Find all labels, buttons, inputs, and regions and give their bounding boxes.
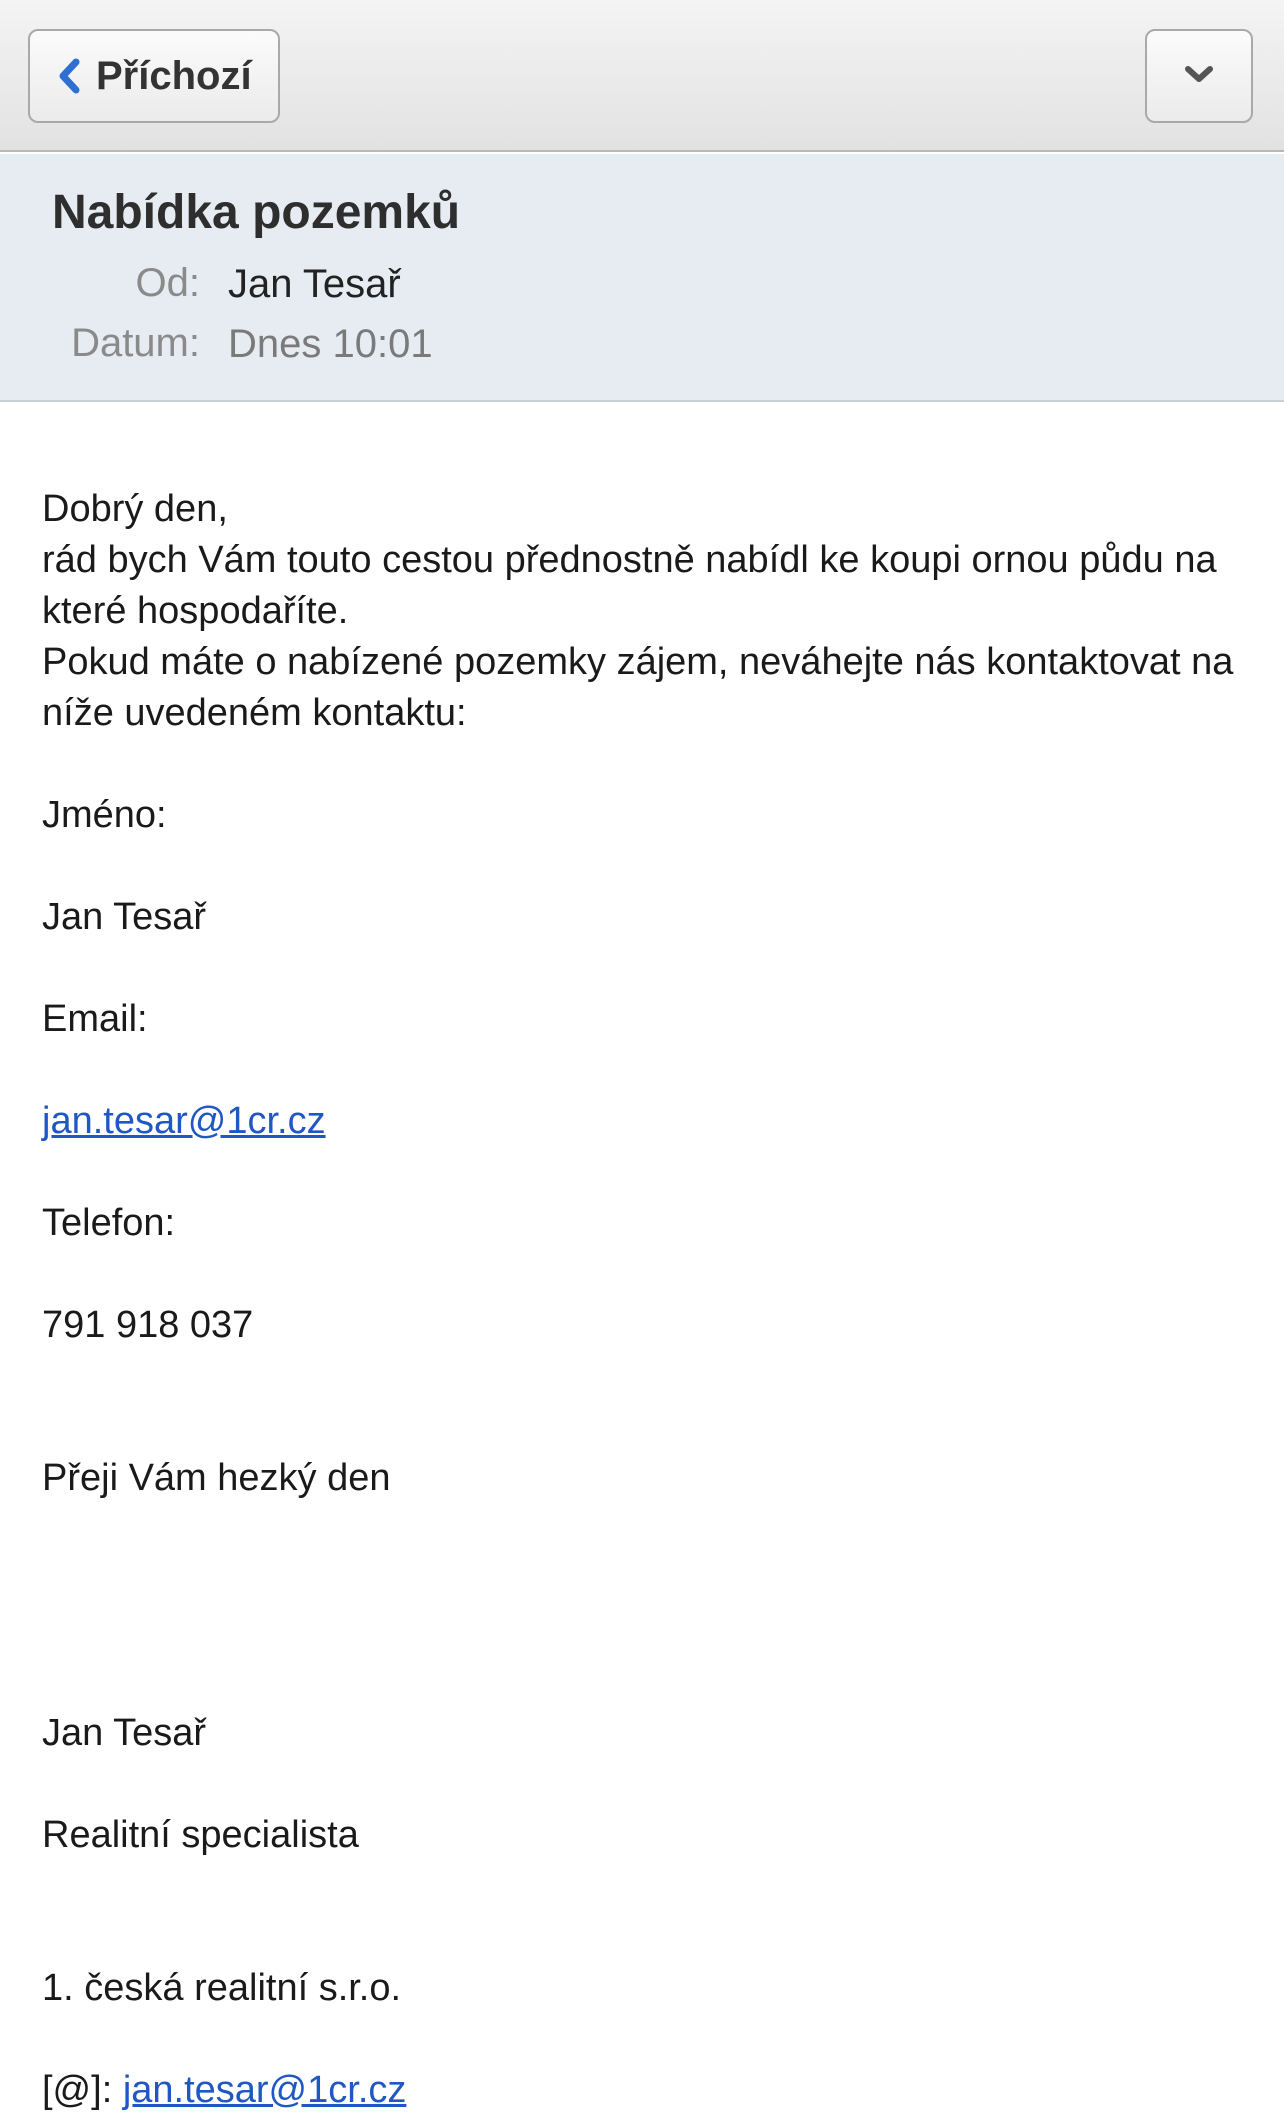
chevron-down-icon	[1184, 64, 1214, 89]
signature-role: Realitní specialista	[42, 1814, 359, 1856]
phone-value: 791 918 037	[42, 1304, 254, 1346]
signature-company: 1. česká realitní s.r.o.	[42, 1967, 402, 2009]
phone-label: Telefon:	[42, 1202, 176, 1244]
body-paragraph-offer: rád bych Vám touto cestou přednostně nabídl ke koupi ornou půdu na které hospodaříte.	[42, 539, 1228, 632]
closing-text: Přeji Vám hezký den	[42, 1457, 391, 1499]
back-button-label: Příchozí	[96, 53, 252, 98]
chevron-left-icon	[52, 56, 86, 96]
email-label: Email:	[42, 998, 148, 1040]
body-paragraph-contact: Pokud máte o nabízené pozemky zájem, neváhejte nás kontaktovat na níže uvedeném kontaktu:	[42, 641, 1244, 734]
name-value: Jan Tesař	[42, 896, 207, 938]
name-label: Jméno:	[42, 794, 167, 836]
email-link[interactable]: jan.tesar@1cr.cz	[42, 1100, 326, 1142]
from-label: Od:	[135, 261, 200, 305]
signature-email-prefix: [@]:	[42, 2069, 123, 2111]
date-value: Dnes 10:01	[228, 322, 433, 366]
message-subject: Nabídka pozemků	[52, 186, 461, 239]
back-to-inbox-button[interactable]	[28, 29, 280, 123]
signature-email-line	[42, 2065, 1252, 2116]
greeting-text: Dobrý den,	[42, 488, 228, 530]
signature-name: Jan Tesař	[42, 1712, 207, 1754]
from-value[interactable]: Jan Tesař	[228, 262, 401, 306]
more-options-button[interactable]	[1145, 29, 1253, 123]
message-header	[0, 154, 1284, 402]
date-label: Datum:	[71, 321, 200, 365]
signature-email-link[interactable]: jan.tesar@1cr.cz	[122, 2069, 407, 2111]
message-body	[42, 484, 1252, 2116]
toolbar	[0, 0, 1284, 152]
